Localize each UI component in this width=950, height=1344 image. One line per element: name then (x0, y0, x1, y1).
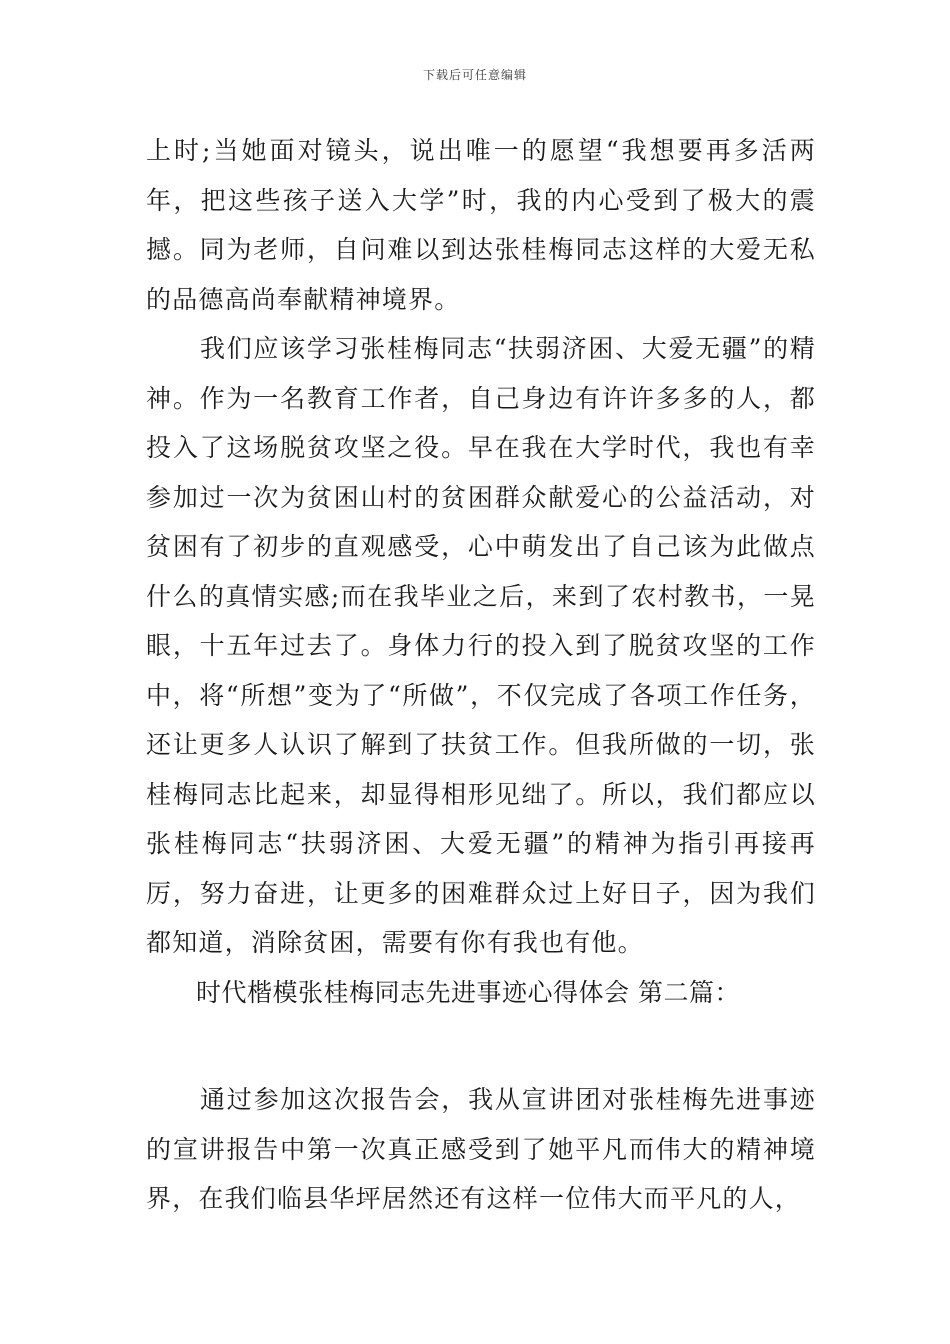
section-spacer (146, 1017, 816, 1075)
paragraph-3: 通过参加这次报告会，我从宣讲团对张桂梅先进事迹的宣讲报告中第一次真正感受到了她平凡而伟大的精神境界，在我们临县华坪居然还有这样一位伟大而平凡的人， (146, 1085, 816, 1213)
document-body (146, 126, 816, 1224)
section-heading: 时代楷模张桂梅同志先进事迹心得体会 第二篇： (196, 977, 740, 1007)
paragraph-2: 我们应该学习张桂梅同志“扶弱济困、大爱无疆”的精神。作为一名教育工作者，自己身边有许许多多的人，都投入了这场脱贫攻坚之役。早在我在大学时代，我也有幸参加过一次为贫困山村的贫困群众献爱心的公益活动，对贫困有了初步的直观感受，心中萌发出了自己该为此做点什么的真情实感;而在我毕业之后，来到了农村教书，一晃眼，十五年过去了。身体力行的投入到了脱贫攻坚的工作中，将“所想”变为了“所做”，不仅完成了各项工作任务，还让更多人认识了解到了扶贫工作。但我所做的一切，张桂梅同志比起来，却显得相形见绌了。所以，我们都应以张桂梅同志“扶弱济困、大爱无疆”的精神为指引再接再厉，努力奋进，让更多的困难群众过上好日子，因为我们都知道，消除贫困，需要有你有我也有他。 (146, 334, 816, 957)
header-note: 下载后可任意编辑 (422, 68, 527, 82)
paragraph-1: 上时;当她面对镜头，说出唯一的愿望“我想要再多活两年，把这些孩子送入大学”时，我的内心受到了极大的震撼。同为老师，自问难以到达张桂梅同志这样的大爱无私的品德高尚奉献精神境界。 (146, 136, 816, 314)
